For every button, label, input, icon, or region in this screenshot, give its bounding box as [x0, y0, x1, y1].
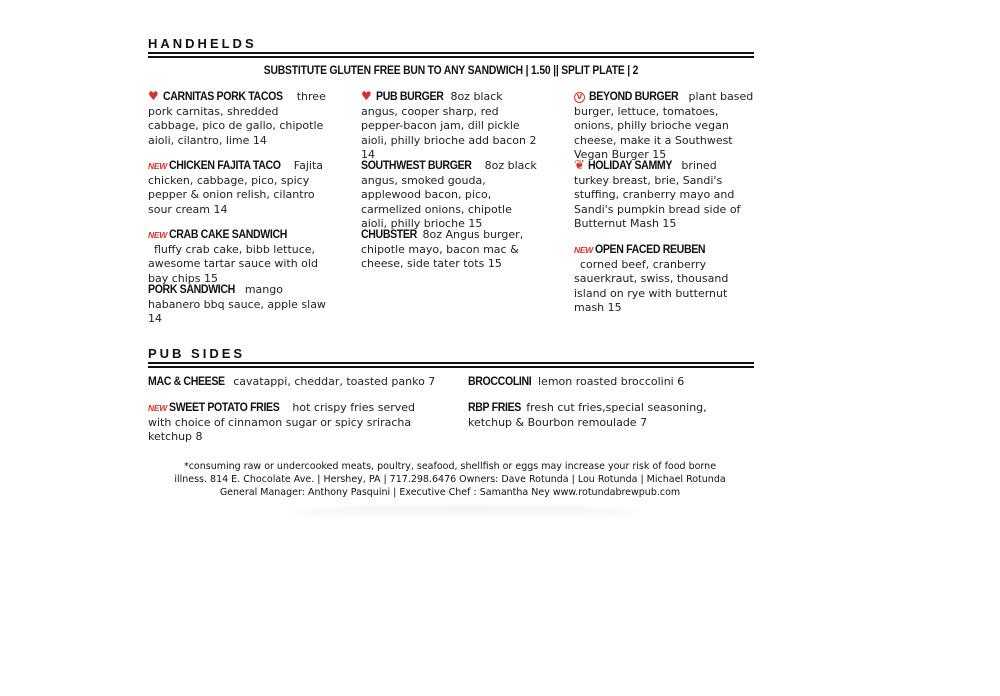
section-title-pub-sides: PUB SIDES [148, 346, 246, 361]
menu-item-beyond-burger [574, 89, 754, 163]
item-description: hot crispy fries served with choice of cinnamon sugar or spicy sriracha ketchup 8 [148, 401, 416, 443]
heart-icon: ♥ [361, 89, 372, 103]
heart-icon: ♥ [148, 89, 159, 103]
new-badge: NEW [148, 230, 167, 240]
item-name: CHICKEN FAJITA TACO [168, 158, 281, 172]
side-item-broccolini [468, 374, 754, 390]
menu-item-pork-sandwich [148, 282, 328, 327]
gluten-free-banner: SUBSTITUTE GLUTEN FREE BUN TO ANY SANDWICH | 1.50 || SPLIT PLATE | 2 [263, 63, 639, 77]
new-badge: NEW [574, 245, 593, 255]
side-item-mac-and-cheese [148, 374, 448, 390]
item-name: PUB BURGER [375, 89, 444, 103]
item-description: mango habanero bbq sauce, apple slaw 14 [148, 283, 326, 325]
menu-item-open-faced-reuben [574, 242, 752, 316]
item-name: RBP FRIES [468, 400, 521, 414]
new-badge: NEW [148, 161, 167, 171]
item-name: CARNITAS PORK TACOS [162, 89, 283, 103]
item-name: OPEN FACED REUBEN [594, 242, 706, 256]
item-name: HOLIDAY SAMMY [587, 158, 672, 172]
item-name: SWEET POTATO FRIES [168, 400, 280, 414]
menu-item-chubster [361, 227, 526, 272]
item-name: BROCCOLINI [468, 374, 532, 388]
new-badge: NEW [148, 403, 167, 413]
section-divider [148, 362, 754, 368]
item-description: plant based burger, lettuce, tomatoes, onions, philly brioche vegan cheese, make it a Southwest Vegan Burger 15 [574, 90, 754, 161]
item-description: Fajita chicken, cabbage, pico, spicy pepper & onion relish, cilantro sour cream 14 [148, 159, 324, 216]
menu-item-chicken-fajita-taco [148, 158, 323, 217]
side-item-rbp-fries [468, 400, 743, 430]
menu-item-holiday-sammy [574, 158, 752, 232]
item-description: fluffy crab cake, bibb lettuce, awesome tartar sauce with old bay chips 15 [148, 242, 318, 285]
item-name: CRAB CAKE SANDWICH [168, 227, 287, 241]
menu-item-southwest-burger [361, 158, 541, 232]
item-description: three pork carnitas, shredded cabbage, pico de gallo, chipotle aioli, cilantro, lime 14 [148, 90, 326, 147]
item-name: BEYOND BURGER [589, 89, 679, 103]
item-description: lemon roasted broccolini 6 [538, 375, 685, 388]
menu-item-pub-burger [361, 89, 541, 163]
turkey-icon: ❦ [574, 158, 585, 173]
item-description: 8oz Angus burger, chipotle mayo, bacon mac & cheese, side tater tots 15 [361, 228, 524, 270]
item-description: brined turkey breast, brie, Sandi's stuffing, cranberry mayo and Sandi's pumpkin bread side of Butternut Mash 15 [574, 159, 741, 230]
menu-item-carnitas-pork-tacos [148, 89, 328, 148]
item-description: corned beef, cranberry sauerkraut, swiss, thousand island on rye with butternut mash 15 [574, 257, 729, 314]
item-name: SOUTHWEST BURGER [361, 158, 472, 172]
item-description: cavatappi, cheddar, toasted panko 7 [233, 375, 436, 388]
vegan-v-icon: V [574, 92, 585, 103]
item-description: 8oz black angus, smoked gouda, applewood bacon, pico, carmelized onions, chipotle aioli, philly brioche 15 [361, 159, 537, 230]
side-item-sweet-potato-fries [148, 400, 423, 445]
item-description: 8oz black angus, cooper sharp, red pepper-bacon jam, dill pickle aioli, philly brioche add bacon 2 14 [361, 90, 537, 161]
item-name: CHUBSTER [361, 227, 417, 241]
section-title-handhelds: HANDHELDS [148, 36, 257, 51]
footer-disclaimer: *consuming raw or undercooked meats, poultry, seafood, shellfish or eggs may increase your risk of food borne illness. 814 E. Chocolate Ave. | Hershey, PA | 717.298.6476 Owners: Dave Rotunda | Lou Rotunda | Michael Rotunda General Manager: Anthony Pasquini | Executive Chef : Samantha Ney www.rotundabrewpub.com [174, 461, 726, 498]
item-description: fresh cut fries,special seasoning, ketchup & Bourbon remoulade 7 [468, 401, 707, 429]
item-name: MAC & CHEESE [148, 374, 225, 388]
section-divider [148, 52, 754, 58]
item-name: PORK SANDWICH [148, 282, 235, 296]
page-shadow [290, 506, 640, 520]
menu-item-crab-cake-sandwich [148, 227, 328, 286]
